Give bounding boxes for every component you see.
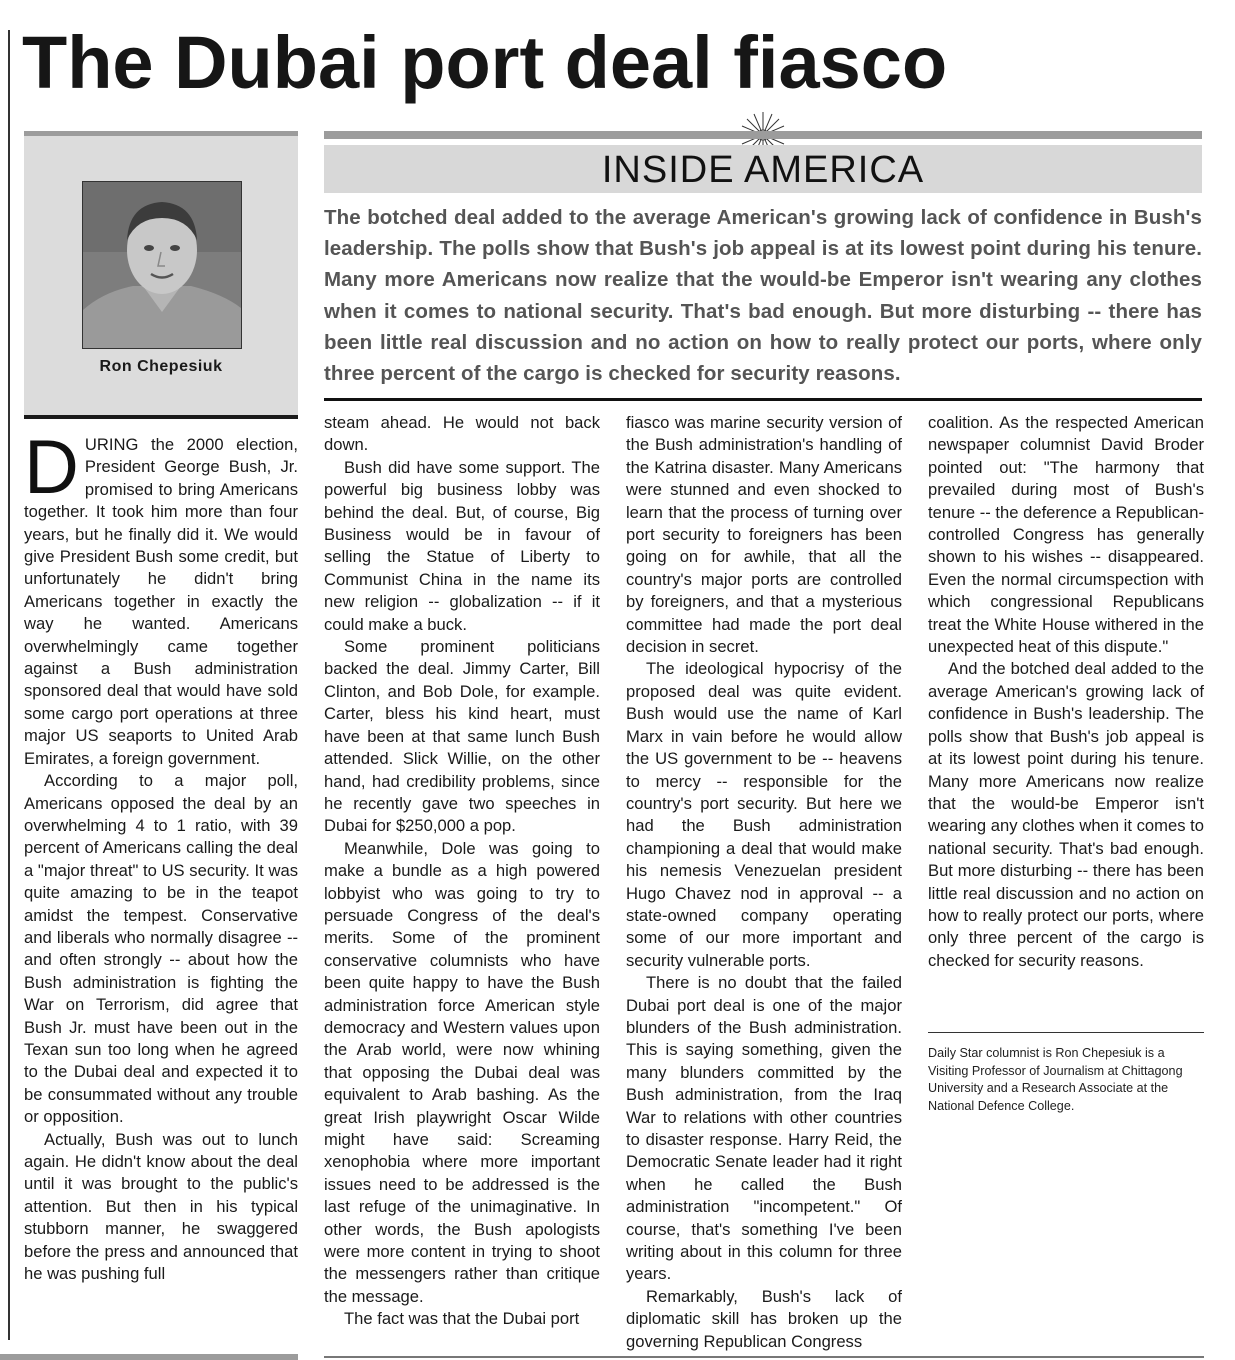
article-column-4 <box>928 412 1204 972</box>
author-name: Ron Chepesiuk <box>99 358 223 375</box>
left-margin-rule <box>8 30 10 1340</box>
article-paragraph: Some prominent politicians backed the deal. Jimmy Carter, Bill Clinton, and Bob Dole, for example. Carter, bless his kind heart, must have been at that same lunch Bush attended. Slick Willie, on the other hand, had credibility problems, since he recently gave two speeches in Dubai for $250,000 a pop. <box>324 637 600 836</box>
author-photo <box>82 181 242 349</box>
article-paragraph: Meanwhile, Dole was going to make a bundle as a high powered lobbyist who was going to try to persuade Congress of the deal's merits. Some of the prominent conservative columnists who have been quite happy to have the Bush administration force American style democracy and Western values upon the Arab world, were now whining that opposing the Dubai deal was equivalent to Arab bashing. As the great Irish playwright Oscar Wilde might have said: Screaming xenophobia where more important issues need to be addressed is the last refuge of the unimaginative. In other words, the Bush apologists were more content in trying to shoot the messengers rather than critique the message. <box>324 838 600 1306</box>
author-box <box>24 131 298 419</box>
article-paragraph: fiasco was marine security version of the Bush administration's handling of the Katrina disaster. Many Americans were stunned and even shocked to learn that the process of turning over port security to foreigners has been going on for awhile, that all the country's major ports are controlled by foreigners, and that a mysterious committee had made the port deal decision in secret. <box>626 413 902 657</box>
article-paragraph: And the botched deal added to the average American's growing lack of confidence in Bush's leadership. The polls show that Bush's job appeal is at its lowest point during his tenure. Many more Americans now realize that the would-be Emperor isn't wearing any clothes when it comes to national security. That's bad enough. But more disturbing -- there has been little real discussion and no action on how to really protect our ports, where only three percent of the cargo is checked for security reasons. <box>928 659 1204 970</box>
article-paragraph: Bush did have some support. The powerful big business lobby was behind the deal. But, of course, Big Business would be in favour of selling the Statue of Liberty to Communist China in the name its new religion -- globalization -- if it could make a buck. <box>324 457 600 634</box>
article-paragraph: coalition. As the respected American newspaper columnist David Broder pointed out: "The harmony that prevailed during most of Bush's tenure -- the deference a Republican-controlled Congress has generally shown to his wishes -- disappeared. Even the normal circumspection with which congressional Republicans treat the White House withered in the unexpected heat of this dispute." <box>928 413 1204 657</box>
article-column-1 <box>24 425 298 1285</box>
tagline-rule <box>928 1032 1204 1033</box>
bottom-rule-left <box>0 1354 298 1360</box>
deck-rule <box>324 398 1202 401</box>
bottom-rule-right <box>324 1356 1204 1358</box>
article-paragraph: steam ahead. He would not back down. <box>324 413 600 455</box>
article-column-3 <box>626 412 902 1353</box>
author-portrait-image <box>83 182 241 348</box>
article-paragraph: Actually, Bush was out to lunch again. He didn't know about the deal until it was brought to the public's attention. But then in his typical stubborn manner, he swaggered before the press and announced that he was pushing full <box>24 1129 298 1284</box>
article-paragraph: DURING the 2000 election, President George Bush, Jr. promised to bring Americans together. It took him more than four years, but he finally did it. We would give President Bush some credit, but unfortunately he didn't bring Americans together in exactly the way he wanted. Americans overwhelmingly came together against a Bush administration sponsored deal that would have sold some cargo port operations at three major US seaports to United Arab Emirates, a foreign government. <box>24 425 298 768</box>
article-paragraph: The ideological hypocrisy of the proposed deal was quite evident. Bush would use the name of Karl Marx in vain before he would allow the US government to be -- heavens to mercy -- responsible for the country's port security. But here we had the Bush administration championing a deal that would make his nemesis Venezuelan president Hugo Chavez nod in approval -- a state-owned company operating some of our more important and security vulnerable ports. <box>626 659 902 970</box>
headline: The Dubai port deal fiasco <box>22 21 948 104</box>
section-banner <box>324 145 1202 193</box>
article-column-2 <box>324 412 600 1331</box>
section-banner-bar <box>324 131 1202 139</box>
drop-cap: D <box>24 425 79 510</box>
author-tagline: Daily Star columnist is Ron Chepesiuk is a Visiting Professor of Journalism at Chittagong University and a Research Associate at the National Defence College. <box>928 1046 1183 1113</box>
section-title: INSIDE AMERICA <box>601 149 925 191</box>
article-deck: The botched deal added to the average American's growing lack of confidence in Bush's leadership. The polls show that Bush's job appeal is at its lowest point during his tenure. Many more Americans now realize that the would-be Emperor isn't wearing any clothes when it comes to national security. That's bad enough. But more disturbing -- there has been little real discussion and no action on how to really protect our ports, where only three percent of the cargo is checked for security reasons. <box>324 206 1202 386</box>
article-paragraph: According to a major poll, Americans opposed the deal by an overwhelming 4 to 1 ratio, with 39 percent of Americans calling the deal a "major threat" to US security. It was quite amazing to be in the teapot amidst the tempest. Conservative and liberals who normally disagree -- and often strongly -- about how the Bush administration is fighting the War on Terrorism, did agree that Bush Jr. must have been out in the Texan sun too long when he agreed to the Dubai deal and expected it to be consummated without any trouble or opposition. <box>24 771 298 1127</box>
article-paragraph: There is no doubt that the failed Dubai port deal is one of the major blunders of the Bush administration. This is saying something, given the many blunders committed by the Bush administration, from the Iraq War to relations with other countries to disaster response. Harry Reid, the Democratic Senate leader had it right when he called the Bush administration "incompetent." Of course, that's something I've been writing about in this column for three years. <box>626 973 902 1284</box>
article-paragraph: Remarkably, Bush's lack of diplomatic skill has broken up the governing Republican Congress <box>626 1286 902 1351</box>
article-paragraph: The fact was that the Dubai port <box>344 1309 580 1329</box>
